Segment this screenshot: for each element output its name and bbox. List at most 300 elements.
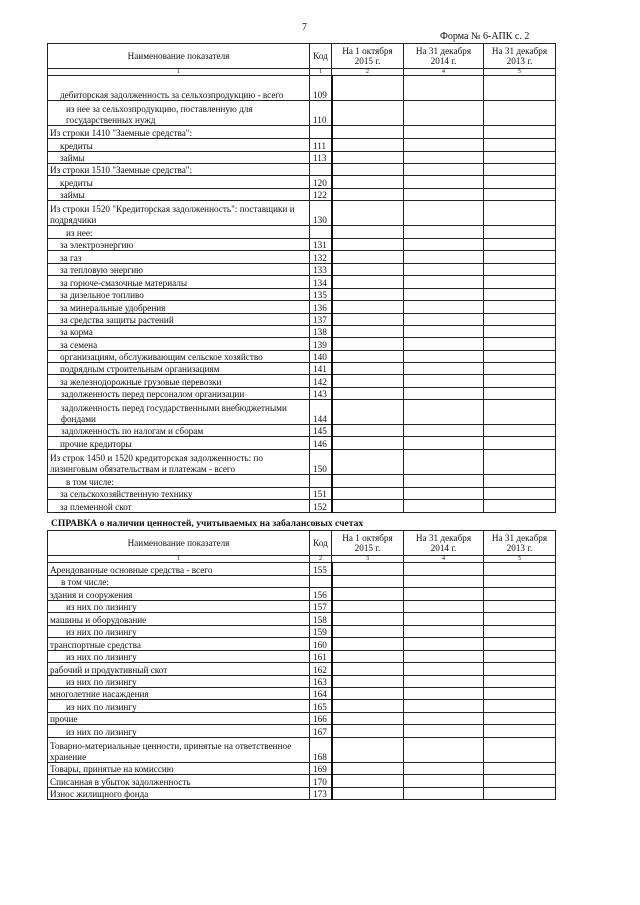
table-row <box>48 164 556 176</box>
value-cell[interactable] <box>332 388 404 400</box>
row-label: дебиторская задолженность за сельхозпродукцию - всего <box>48 76 310 101</box>
table-row <box>48 738 556 763</box>
value-cell[interactable] <box>404 651 484 663</box>
header-dec-2014: На 31 декабря 2014 г. <box>404 44 484 69</box>
value-cell[interactable] <box>484 226 556 239</box>
table-row <box>48 276 556 289</box>
value-cell[interactable] <box>484 289 556 301</box>
table-row <box>48 788 556 800</box>
value-cell[interactable] <box>484 700 556 713</box>
column-number: 1 <box>310 69 332 76</box>
value-cell[interactable] <box>332 126 404 139</box>
table-row <box>48 763 556 775</box>
row-label: за электроэнергию <box>48 239 310 251</box>
value-cell[interactable] <box>404 126 484 139</box>
value-cell[interactable] <box>404 688 484 700</box>
row-code: 122 <box>310 189 332 201</box>
value-cell[interactable] <box>404 663 484 676</box>
value-cell[interactable] <box>404 264 484 276</box>
row-label: в том числе: <box>48 576 310 588</box>
table-row <box>48 676 556 688</box>
row-label: задолженность перед государственными внебюджетными фондами <box>48 400 310 425</box>
table-row <box>48 425 556 437</box>
row-label: рабочий и продуктивный скот <box>48 663 310 676</box>
off-balance-assets-table <box>47 530 556 800</box>
row-code: 133 <box>310 264 332 276</box>
row-code: 166 <box>310 713 332 725</box>
row-code: 132 <box>310 251 332 264</box>
row-label: кредиты <box>48 139 310 152</box>
table-row <box>48 152 556 164</box>
value-cell[interactable] <box>332 676 404 688</box>
table-row <box>48 626 556 638</box>
value-cell[interactable] <box>484 738 556 763</box>
value-cell[interactable] <box>484 638 556 651</box>
value-cell[interactable] <box>332 475 404 488</box>
row-label: организациям, обслуживающим сельское хозяйство <box>48 351 310 363</box>
form-number: Форма № 6-АПК с. 2 <box>440 31 530 42</box>
value-cell[interactable] <box>404 375 484 388</box>
row-code: 140 <box>310 351 332 363</box>
value-cell[interactable] <box>484 338 556 351</box>
value-cell[interactable] <box>332 76 404 101</box>
header-oct-2015: На 1 октября 2015 г. <box>332 44 404 69</box>
table-row <box>48 139 556 152</box>
table-row <box>48 638 556 651</box>
value-cell[interactable] <box>332 638 404 651</box>
value-cell[interactable] <box>404 576 484 588</box>
table-row <box>48 264 556 276</box>
value-cell[interactable] <box>484 314 556 326</box>
row-code: 155 <box>310 563 332 576</box>
value-cell[interactable] <box>404 76 484 101</box>
row-label: задолженность по налогам и сборам <box>48 425 310 437</box>
table-row <box>48 301 556 314</box>
value-cell[interactable] <box>404 700 484 713</box>
value-cell[interactable] <box>332 613 404 626</box>
value-cell[interactable] <box>404 251 484 264</box>
value-cell[interactable] <box>332 189 404 201</box>
table-row <box>48 576 556 588</box>
value-cell[interactable] <box>484 788 556 800</box>
value-cell[interactable] <box>404 289 484 301</box>
row-label: в том числе: <box>48 475 310 488</box>
row-label: Износ жилищного фонда <box>48 788 310 800</box>
table-row <box>48 601 556 613</box>
table-row <box>48 588 556 601</box>
value-cell[interactable] <box>484 375 556 388</box>
row-label: за минеральные удобрения <box>48 301 310 314</box>
column-numbers-row <box>48 556 556 563</box>
value-cell[interactable] <box>332 626 404 638</box>
row-code <box>310 576 332 588</box>
value-cell[interactable] <box>484 301 556 314</box>
table-row <box>48 351 556 363</box>
row-label: из них по лизингу <box>48 725 310 738</box>
value-cell[interactable] <box>404 176 484 189</box>
table-row <box>48 388 556 400</box>
header-indicator-name: Наименование показателя <box>48 44 310 69</box>
row-code: 109 <box>310 76 332 101</box>
column-numbers-row <box>48 69 556 76</box>
value-cell[interactable] <box>404 676 484 688</box>
value-cell[interactable] <box>404 326 484 338</box>
value-cell[interactable] <box>404 588 484 601</box>
value-cell[interactable] <box>484 563 556 576</box>
row-label: кредиты <box>48 176 310 189</box>
value-cell[interactable] <box>404 775 484 788</box>
column-number: 2 <box>310 556 332 563</box>
row-code: 130 <box>310 201 332 226</box>
table-row <box>48 725 556 738</box>
row-label: за горюче-смазочные материалы <box>48 276 310 289</box>
table-row <box>48 700 556 713</box>
value-cell[interactable] <box>484 326 556 338</box>
row-label: подрядным строительным организациям <box>48 363 310 375</box>
value-cell[interactable] <box>332 576 404 588</box>
header-dec-2014: На 31 декабря 2014 г. <box>404 531 484 556</box>
table-row <box>48 688 556 700</box>
table-row <box>48 201 556 226</box>
value-cell[interactable] <box>332 176 404 189</box>
value-cell[interactable] <box>484 488 556 500</box>
value-cell[interactable] <box>332 500 404 513</box>
table-row <box>48 189 556 201</box>
row-label: за племенной скот <box>48 500 310 513</box>
value-cell[interactable] <box>404 437 484 450</box>
value-cell[interactable] <box>484 264 556 276</box>
value-cell[interactable] <box>404 613 484 626</box>
column-number: 1 <box>48 556 310 563</box>
value-cell[interactable] <box>332 651 404 663</box>
value-cell[interactable] <box>404 314 484 326</box>
value-cell[interactable] <box>404 338 484 351</box>
row-code: 144 <box>310 400 332 425</box>
value-cell[interactable] <box>484 626 556 638</box>
row-label: из них по лизингу <box>48 651 310 663</box>
page-number: 7 <box>302 22 307 33</box>
row-code: 143 <box>310 388 332 400</box>
table-row <box>48 126 556 139</box>
row-label: транспортные средства <box>48 638 310 651</box>
row-label: из них по лизингу <box>48 601 310 613</box>
value-cell[interactable] <box>332 488 404 500</box>
section-title-off-balance: СПРАВКА о наличии ценностей, учитываемых на забалансовых счетах <box>51 518 364 529</box>
row-code: 113 <box>310 152 332 164</box>
row-label: займы <box>48 189 310 201</box>
table-row <box>48 613 556 626</box>
row-label: здания и сооружения <box>48 588 310 601</box>
row-label: из них по лизингу <box>48 626 310 638</box>
value-cell[interactable] <box>404 139 484 152</box>
table-row <box>48 101 556 126</box>
row-label: за газ <box>48 251 310 264</box>
header-indicator-name: Наименование показателя <box>48 531 310 556</box>
table-row <box>48 363 556 375</box>
value-cell[interactable] <box>404 601 484 613</box>
table-row <box>48 437 556 450</box>
value-cell[interactable] <box>404 563 484 576</box>
value-cell[interactable] <box>404 475 484 488</box>
row-code: 157 <box>310 601 332 613</box>
value-cell[interactable] <box>484 601 556 613</box>
row-label: за железнодорожные грузовые перевозки <box>48 375 310 388</box>
row-label: Из строки 1510 "Заемные средства": <box>48 164 310 176</box>
value-cell[interactable] <box>404 189 484 201</box>
row-label: Списанная в убыток задолженность <box>48 775 310 788</box>
value-cell[interactable] <box>404 101 484 126</box>
value-cell[interactable] <box>484 450 556 475</box>
row-code: 151 <box>310 488 332 500</box>
row-code: 162 <box>310 663 332 676</box>
value-cell[interactable] <box>484 763 556 775</box>
row-code: 173 <box>310 788 332 800</box>
row-label: из нее за сельхозпродукцию, поставленную для государственных нужд <box>48 101 310 126</box>
row-label: прочие кредиторы <box>48 437 310 450</box>
value-cell[interactable] <box>332 264 404 276</box>
value-cell[interactable] <box>404 488 484 500</box>
row-label: займы <box>48 152 310 164</box>
value-cell[interactable] <box>484 101 556 126</box>
row-code: 165 <box>310 700 332 713</box>
value-cell[interactable] <box>404 713 484 725</box>
column-number: 5 <box>484 556 556 563</box>
value-cell[interactable] <box>404 425 484 437</box>
value-cell[interactable] <box>484 76 556 101</box>
value-cell[interactable] <box>404 152 484 164</box>
value-cell[interactable] <box>404 788 484 800</box>
row-label: за тепловую энергию <box>48 264 310 276</box>
table-row <box>48 314 556 326</box>
row-code <box>310 226 332 239</box>
value-cell[interactable] <box>404 388 484 400</box>
row-code: 141 <box>310 363 332 375</box>
row-label: машины и оборудование <box>48 613 310 626</box>
value-cell[interactable] <box>332 713 404 725</box>
value-cell[interactable] <box>484 688 556 700</box>
row-code: 137 <box>310 314 332 326</box>
value-cell[interactable] <box>484 651 556 663</box>
value-cell[interactable] <box>484 613 556 626</box>
value-cell[interactable] <box>332 201 404 226</box>
value-cell[interactable] <box>332 239 404 251</box>
value-cell[interactable] <box>484 388 556 400</box>
value-cell[interactable] <box>332 276 404 289</box>
table-row <box>48 713 556 725</box>
row-code: 135 <box>310 289 332 301</box>
value-cell[interactable] <box>332 725 404 738</box>
value-cell[interactable] <box>332 139 404 152</box>
value-cell[interactable] <box>484 437 556 450</box>
value-cell[interactable] <box>484 713 556 725</box>
value-cell[interactable] <box>332 663 404 676</box>
value-cell[interactable] <box>332 351 404 363</box>
value-cell[interactable] <box>484 139 556 152</box>
row-code: 158 <box>310 613 332 626</box>
value-cell[interactable] <box>484 725 556 738</box>
row-code: 150 <box>310 450 332 475</box>
column-number: 2 <box>332 69 404 76</box>
row-label: из них по лизингу <box>48 700 310 713</box>
value-cell[interactable] <box>332 301 404 314</box>
value-cell[interactable] <box>404 363 484 375</box>
table-row <box>48 400 556 425</box>
table-row <box>48 176 556 189</box>
value-cell[interactable] <box>332 251 404 264</box>
row-label: Из строки 1520 "Кредиторская задолженность": поставщики и подрядчики <box>48 201 310 226</box>
value-cell[interactable] <box>332 152 404 164</box>
value-cell[interactable] <box>484 500 556 513</box>
value-cell[interactable] <box>484 251 556 264</box>
value-cell[interactable] <box>484 176 556 189</box>
row-code: 131 <box>310 239 332 251</box>
value-cell[interactable] <box>404 738 484 763</box>
row-code: 167 <box>310 725 332 738</box>
row-label: многолетние насаждения <box>48 688 310 700</box>
row-label: за средства защиты растений <box>48 314 310 326</box>
value-cell[interactable] <box>484 239 556 251</box>
value-cell[interactable] <box>404 351 484 363</box>
table-row <box>48 76 556 101</box>
value-cell[interactable] <box>404 638 484 651</box>
value-cell[interactable] <box>332 775 404 788</box>
value-cell[interactable] <box>484 588 556 601</box>
row-code: 138 <box>310 326 332 338</box>
value-cell[interactable] <box>332 563 404 576</box>
value-cell[interactable] <box>332 437 404 450</box>
value-cell[interactable] <box>332 763 404 775</box>
column-number: 4 <box>404 556 484 563</box>
value-cell[interactable] <box>332 326 404 338</box>
table-row <box>48 500 556 513</box>
value-cell[interactable] <box>404 276 484 289</box>
row-code <box>310 164 332 176</box>
header-code: Код <box>310 531 332 556</box>
receivables-payables-table <box>47 43 556 513</box>
table-row <box>48 488 556 500</box>
value-cell[interactable] <box>404 301 484 314</box>
row-code <box>310 475 332 488</box>
table-row <box>48 375 556 388</box>
table-row <box>48 338 556 351</box>
row-code: 134 <box>310 276 332 289</box>
row-code: 139 <box>310 338 332 351</box>
value-cell[interactable] <box>404 500 484 513</box>
value-cell[interactable] <box>332 164 404 176</box>
value-cell[interactable] <box>332 338 404 351</box>
column-number: 5 <box>484 69 556 76</box>
value-cell[interactable] <box>484 152 556 164</box>
row-label: Арендованные основные средства - всего <box>48 563 310 576</box>
row-label: Из строк 1450 и 1520 кредиторская задолженность: по лизинговым обязательствам и платежам - всего <box>48 450 310 475</box>
value-cell[interactable] <box>332 101 404 126</box>
row-code: 142 <box>310 375 332 388</box>
value-cell[interactable] <box>484 775 556 788</box>
row-code: 170 <box>310 775 332 788</box>
value-cell[interactable] <box>484 126 556 139</box>
row-label: из них по лизингу <box>48 676 310 688</box>
table-row <box>48 563 556 576</box>
value-cell[interactable] <box>332 788 404 800</box>
table-row <box>48 239 556 251</box>
table-row <box>48 326 556 338</box>
value-cell[interactable] <box>332 588 404 601</box>
row-label: из нее: <box>48 226 310 239</box>
table-row <box>48 775 556 788</box>
value-cell[interactable] <box>484 164 556 176</box>
row-code: 111 <box>310 139 332 152</box>
header-dec-2013: На 31 декабря 2013 г. <box>484 44 556 69</box>
value-cell[interactable] <box>332 425 404 437</box>
value-cell[interactable] <box>404 239 484 251</box>
value-cell[interactable] <box>484 663 556 676</box>
value-cell[interactable] <box>404 201 484 226</box>
row-code: 161 <box>310 651 332 663</box>
row-code: 120 <box>310 176 332 189</box>
value-cell[interactable] <box>404 164 484 176</box>
value-cell[interactable] <box>484 676 556 688</box>
value-cell[interactable] <box>332 226 404 239</box>
row-label: задолженность перед персоналом организации <box>48 388 310 400</box>
table-row <box>48 251 556 264</box>
value-cell[interactable] <box>404 400 484 425</box>
value-cell[interactable] <box>484 363 556 375</box>
column-number: 1 <box>48 69 310 76</box>
value-cell[interactable] <box>404 725 484 738</box>
column-number: 3 <box>332 556 404 563</box>
value-cell[interactable] <box>484 351 556 363</box>
value-cell[interactable] <box>484 201 556 226</box>
row-label: Товарно-материальные ценности, принятые на ответственное хранение <box>48 738 310 763</box>
table-row <box>48 475 556 488</box>
value-cell[interactable] <box>332 363 404 375</box>
value-cell[interactable] <box>404 450 484 475</box>
value-cell[interactable] <box>404 763 484 775</box>
value-cell[interactable] <box>332 688 404 700</box>
value-cell[interactable] <box>484 276 556 289</box>
value-cell[interactable] <box>332 400 404 425</box>
value-cell[interactable] <box>332 601 404 613</box>
table-row <box>48 651 556 663</box>
value-cell[interactable] <box>484 475 556 488</box>
value-cell[interactable] <box>332 375 404 388</box>
value-cell[interactable] <box>332 700 404 713</box>
row-label: за семена <box>48 338 310 351</box>
value-cell[interactable] <box>332 450 404 475</box>
table-row <box>48 663 556 676</box>
value-cell[interactable] <box>404 226 484 239</box>
value-cell[interactable] <box>484 400 556 425</box>
value-cell[interactable] <box>332 289 404 301</box>
value-cell[interactable] <box>332 314 404 326</box>
row-label: Товары, принятые на комиссию <box>48 763 310 775</box>
value-cell[interactable] <box>484 425 556 437</box>
row-code: 152 <box>310 500 332 513</box>
value-cell[interactable] <box>404 626 484 638</box>
row-code: 156 <box>310 588 332 601</box>
row-code: 163 <box>310 676 332 688</box>
header-dec-2013: На 31 декабря 2013 г. <box>484 531 556 556</box>
row-label: за корма <box>48 326 310 338</box>
table-row <box>48 450 556 475</box>
value-cell[interactable] <box>484 189 556 201</box>
row-code: 168 <box>310 738 332 763</box>
row-code: 169 <box>310 763 332 775</box>
row-code <box>310 126 332 139</box>
value-cell[interactable] <box>484 576 556 588</box>
value-cell[interactable] <box>332 738 404 763</box>
row-code: 160 <box>310 638 332 651</box>
